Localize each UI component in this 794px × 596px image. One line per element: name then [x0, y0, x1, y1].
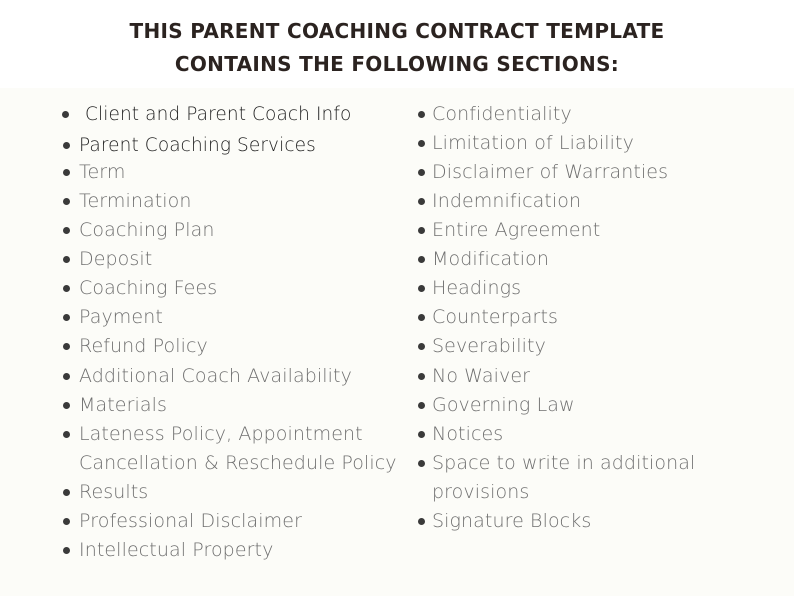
list-item — [0, 303, 410, 332]
section-label — [79, 420, 397, 478]
list-item — [0, 274, 410, 303]
section-label: Notices — [432, 423, 504, 445]
section-label: Disclaimer of Warranties — [432, 161, 669, 183]
bullet-icon — [63, 169, 70, 176]
list-item — [410, 274, 794, 303]
title-line-1: THIS PARENT COACHING CONTRACT TEMPLATE — [129, 19, 665, 43]
bullet-icon — [63, 227, 70, 234]
section-label: Severability — [432, 335, 546, 357]
section-label: Deposit — [79, 248, 153, 270]
bullet-icon — [63, 198, 70, 205]
section-label — [432, 449, 695, 507]
section-label: Payment — [79, 306, 163, 328]
bullet-icon — [418, 431, 425, 438]
bullet-icon — [63, 547, 70, 554]
bullet-icon — [418, 140, 425, 147]
section-label: No Waiver — [432, 365, 531, 387]
section-label: Additional Coach Availability — [79, 365, 352, 387]
section-label: Parent Coaching Services — [79, 135, 316, 156]
bullet-icon — [63, 518, 70, 525]
header — [0, 0, 794, 88]
list-item — [410, 216, 794, 245]
bullet-icon — [62, 111, 69, 118]
section-label: Entire Agreement — [432, 219, 601, 241]
section-label: Limitation of Liability — [432, 132, 634, 154]
section-label-line-2: Cancellation & Reschedule Policy — [79, 452, 397, 474]
bullet-icon — [418, 169, 425, 176]
list-item — [0, 332, 410, 361]
title-line-2: CONTAINS THE FOLLOWING SECTIONS: — [174, 52, 620, 76]
bullet-icon — [418, 314, 425, 321]
section-label: Coaching Fees — [79, 277, 218, 299]
list-item — [410, 100, 794, 129]
section-label: Results — [79, 481, 149, 503]
section-label: Termination — [79, 190, 192, 212]
section-label: Modification — [432, 248, 550, 270]
list-item — [0, 420, 410, 478]
section-label: Term — [79, 161, 126, 183]
list-item — [410, 420, 794, 449]
section-label-line-2: provisions — [432, 481, 530, 503]
list-item — [410, 449, 794, 507]
section-label-line-1: Space to write in additional — [432, 452, 696, 474]
bullet-icon — [418, 460, 425, 467]
bullet-icon — [418, 227, 425, 234]
section-label: Refund Policy — [79, 335, 208, 357]
bullet-icon — [63, 285, 70, 292]
list-item — [410, 507, 794, 536]
list-item — [0, 362, 410, 391]
bullet-icon — [418, 373, 425, 380]
list-item — [410, 245, 794, 274]
bullet-icon — [418, 111, 425, 118]
list-item — [0, 391, 410, 420]
bullet-icon — [63, 314, 70, 321]
bullet-icon — [418, 343, 425, 350]
bullet-icon — [63, 142, 70, 149]
list-item — [0, 507, 410, 536]
section-label: Materials — [79, 394, 167, 416]
list-item — [0, 245, 410, 274]
list-item — [0, 216, 410, 245]
list-item — [410, 303, 794, 332]
bullet-icon — [63, 489, 70, 496]
list-item — [410, 129, 794, 158]
list-item — [410, 158, 794, 187]
list-item — [410, 332, 794, 361]
list-item — [0, 158, 410, 187]
section-label: Indemnification — [432, 190, 582, 212]
bullet-icon — [418, 518, 425, 525]
list-item — [0, 100, 410, 129]
list-item — [0, 478, 410, 507]
section-label: Confidentiality — [432, 103, 572, 125]
bullet-icon — [418, 198, 425, 205]
section-label: Headings — [432, 277, 522, 299]
section-label-line-1: Lateness Policy, Appointment — [79, 423, 363, 445]
bullet-icon — [63, 402, 70, 409]
list-item — [0, 536, 410, 565]
bullet-icon — [63, 343, 70, 350]
section-label: Governing Law — [432, 394, 575, 416]
bullet-icon — [418, 402, 425, 409]
section-label: Professional Disclaimer — [79, 510, 302, 532]
bullet-icon — [63, 256, 70, 263]
bullet-icon — [63, 431, 70, 438]
list-item — [0, 187, 410, 216]
section-label: Client and Parent Coach Info — [85, 104, 352, 125]
section-label: Coaching Plan — [79, 219, 215, 241]
list-item — [0, 131, 410, 160]
list-item — [410, 362, 794, 391]
section-label: Counterparts — [432, 306, 558, 328]
bullet-icon — [418, 256, 425, 263]
bullet-icon — [63, 373, 70, 380]
list-item — [410, 187, 794, 216]
sections-panel — [0, 88, 794, 596]
section-label: Intellectual Property — [79, 539, 274, 561]
list-item — [410, 391, 794, 420]
section-label: Signature Blocks — [432, 510, 592, 532]
bullet-icon — [418, 285, 425, 292]
